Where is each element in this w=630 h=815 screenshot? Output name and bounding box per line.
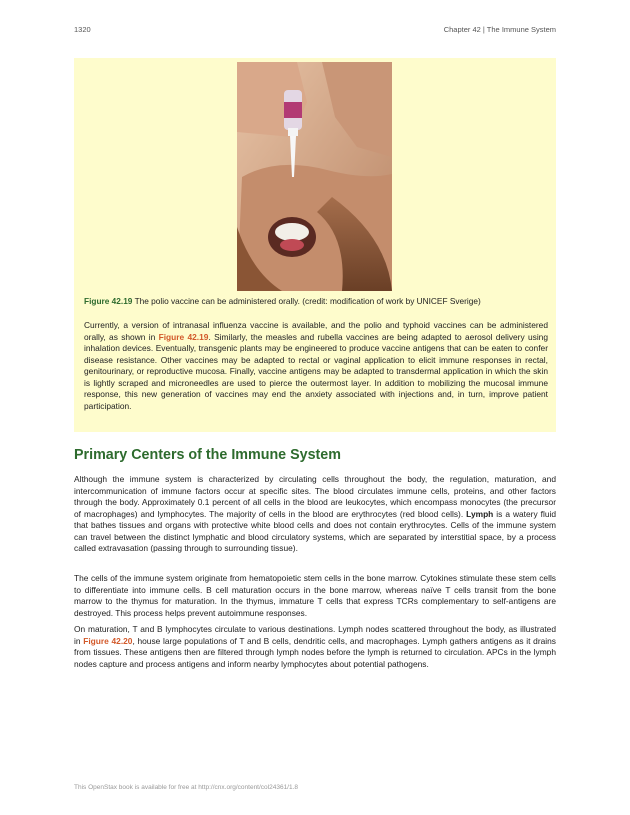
paragraph-1-text-b: is a watery fluid that bathes tissues and organs with protective white blood cells and does not contain erythrocytes. Cells of the immune system can travel between the distinct lymphatic and blood circulatory systems, which are separated by interstitial space, by a process called extravasation (passing through to surrounding tissue). <box>74 508 556 553</box>
feature-box <box>74 58 556 432</box>
paragraph-1-text-a: Although the immune system is characterized by circulating cells throughout the body, the regulation, maturation, and intercommunication of immune factors occur at specific sites. The blood circulates immune cells, proteins, and other factors through the body. Approximately 0.1 percent of all cells in the blood are leukocytes, which encompass monocytes (the precursor of macrophages) and lymphocytes. The majority of cells in the blood are erythrocytes (red blood cells). <box>74 474 556 519</box>
figure-caption-text: The polio vaccine can be administered orally. (credit: modification of work by UNICEF Sverige) <box>132 296 481 306</box>
box-paragraph <box>84 320 548 412</box>
figure-link-42-20[interactable]: Figure 42.20 <box>83 635 133 646</box>
chapter-header: Chapter 42 | The Immune System <box>443 25 556 34</box>
body-paragraph-2: The cells of the immune system originate from hematopoietic stem cells in the bone marrow. Cytokines stimulate these stem cells to differentiate into immune cells. B cell maturation occurs in the bone marrow, whereas naïve T cells transit from the bone marrow to the thymus for maturation. In the thymus, immature T cells that express TCRs complementary to self-antigens are destroyed. This process helps prevent autoimmune responses. <box>74 573 556 618</box>
paragraph-3-text-a: On maturation, T and B lymphocytes circulate to various destinations. Lymph nodes scattered throughout the body, as illustrated in <box>74 624 556 646</box>
polio-vaccine-photo <box>237 62 392 291</box>
figure-link-42-19[interactable]: Figure 42.19 <box>158 331 209 342</box>
page-number: 1320 <box>74 25 91 34</box>
box-paragraph-text-2: . Similarly, the measles and rubella vaccines are being adapted to aerosol delivery using inhalation devices. Eventually, transgenic plants may be engineered to produce vaccine antigens that can be eaten to confer disease resistance. Other vaccines may be adapted to rectal or vaginal application to elicit immune responses in rectal, genitourinary, or reproductive mucosa. Finally, vaccine antigens may be adapted to transdermal application in which the skin is lightly scraped and microneedles are used to pierce the outermost layer. In addition to mobilizing the mucosal immune response, this new generation of vaccines may end the anxiety associated with injections and, in turn, improve patient participation. <box>84 331 548 411</box>
polio-vaccine-illustration <box>237 62 392 291</box>
body-paragraph-3 <box>74 624 556 670</box>
figure-label: Figure 42.19 <box>84 296 133 306</box>
term-lymph: Lymph <box>466 508 494 519</box>
figure-caption <box>84 296 546 307</box>
footer-note: This OpenStax book is available for free at http://cnx.org/content/col24361/1.8 <box>74 784 299 791</box>
section-heading: Primary Centers of the Immune System <box>74 447 341 463</box>
paragraph-3-text-b: , house large populations of T and B cells, dendritic cells, and macrophages. Lymph gathers antigens as it drains from tissues. These antigens then are filtered through lymph nodes before the lymph is returned to circulation. APCs in the lymph nodes capture and process antigens and inform nearby lymphocytes about potential pathogens. <box>74 635 556 669</box>
box-paragraph-text-1: Currently, a version of intranasal influenza vaccine is available, and the polio and typhoid vaccines can be administered orally, as shown in <box>84 320 548 342</box>
body-paragraph-1 <box>74 474 556 555</box>
